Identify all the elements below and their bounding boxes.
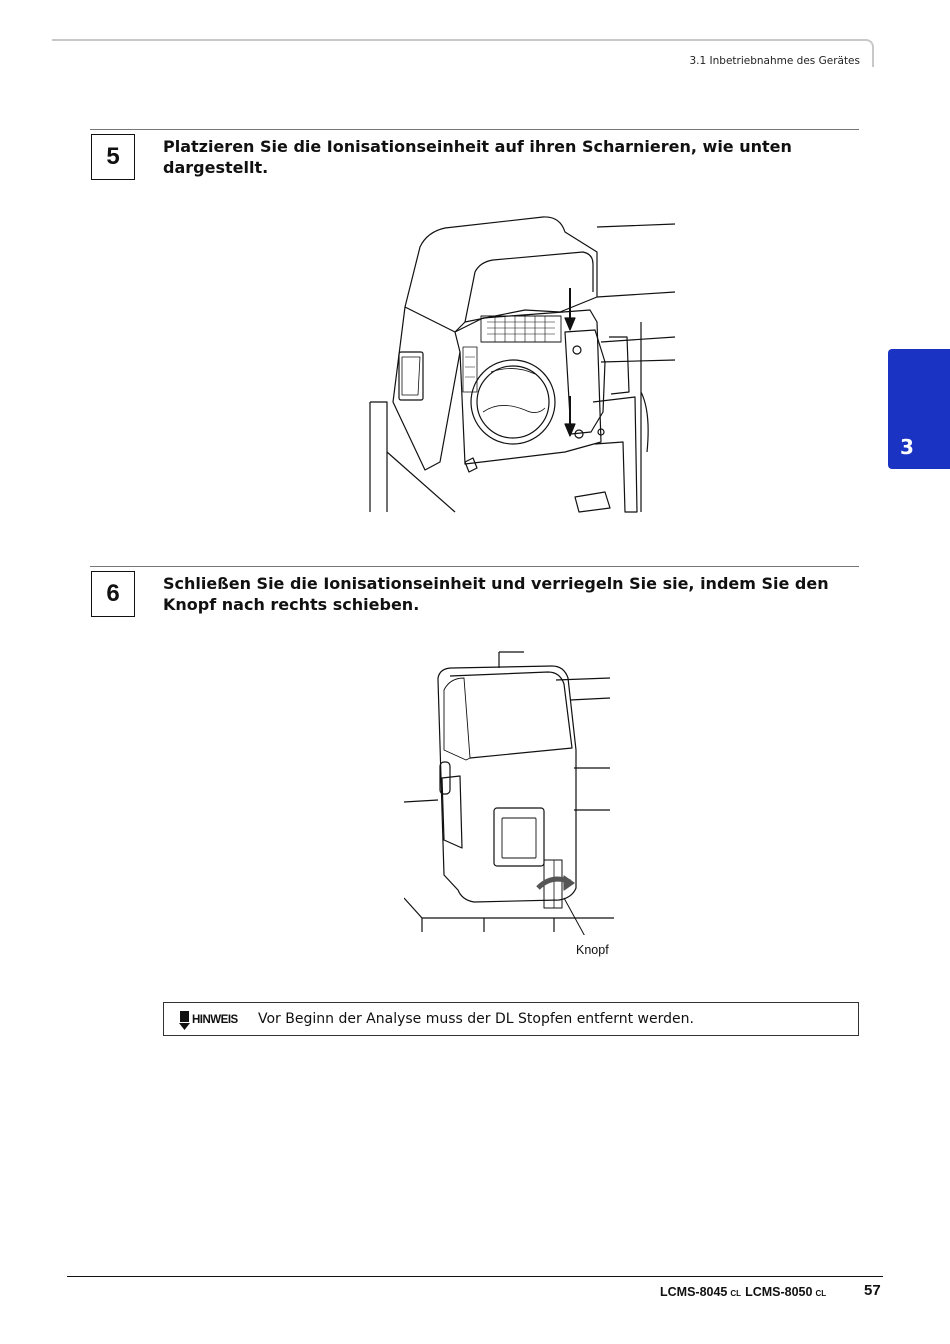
model-b-suffix: CL xyxy=(815,1289,827,1298)
footer-model-names xyxy=(660,1285,830,1299)
knob-callout-label: Knopf xyxy=(576,943,609,957)
note-box xyxy=(163,1002,859,1036)
step-number-box: 5 xyxy=(91,134,135,180)
model-a: LCMS-8045 xyxy=(660,1285,728,1299)
model-b: LCMS-8050 xyxy=(745,1285,813,1299)
page-number: 57 xyxy=(864,1282,881,1299)
ionization-unit-hinge-illustration xyxy=(365,212,680,516)
step-divider xyxy=(90,129,859,130)
step-instruction: Platzieren Sie die Ionisationseinheit auf ihren Scharnieren, wie unten dargestellt. xyxy=(163,137,792,177)
ionization-unit-closed-illustration xyxy=(404,650,614,935)
step-number-box: 6 xyxy=(91,571,135,617)
step-divider xyxy=(90,566,859,567)
model-a-suffix: CL xyxy=(730,1289,742,1298)
note-label: HINWEIS xyxy=(192,1014,238,1026)
note-text: Vor Beginn der Analyse muss der DL Stopfen entfernt werden. xyxy=(258,1011,694,1027)
chapter-number: 3 xyxy=(900,435,914,459)
section-title: 3.1 Inbetriebnahme des Gerätes xyxy=(689,55,860,67)
chapter-tab xyxy=(888,349,950,469)
footer-rule xyxy=(67,1276,883,1277)
step-instruction: Schließen Sie die Ionisationseinheit und verriegeln Sie sie, indem Sie den Knopf nach rechts schieben. xyxy=(163,574,829,614)
